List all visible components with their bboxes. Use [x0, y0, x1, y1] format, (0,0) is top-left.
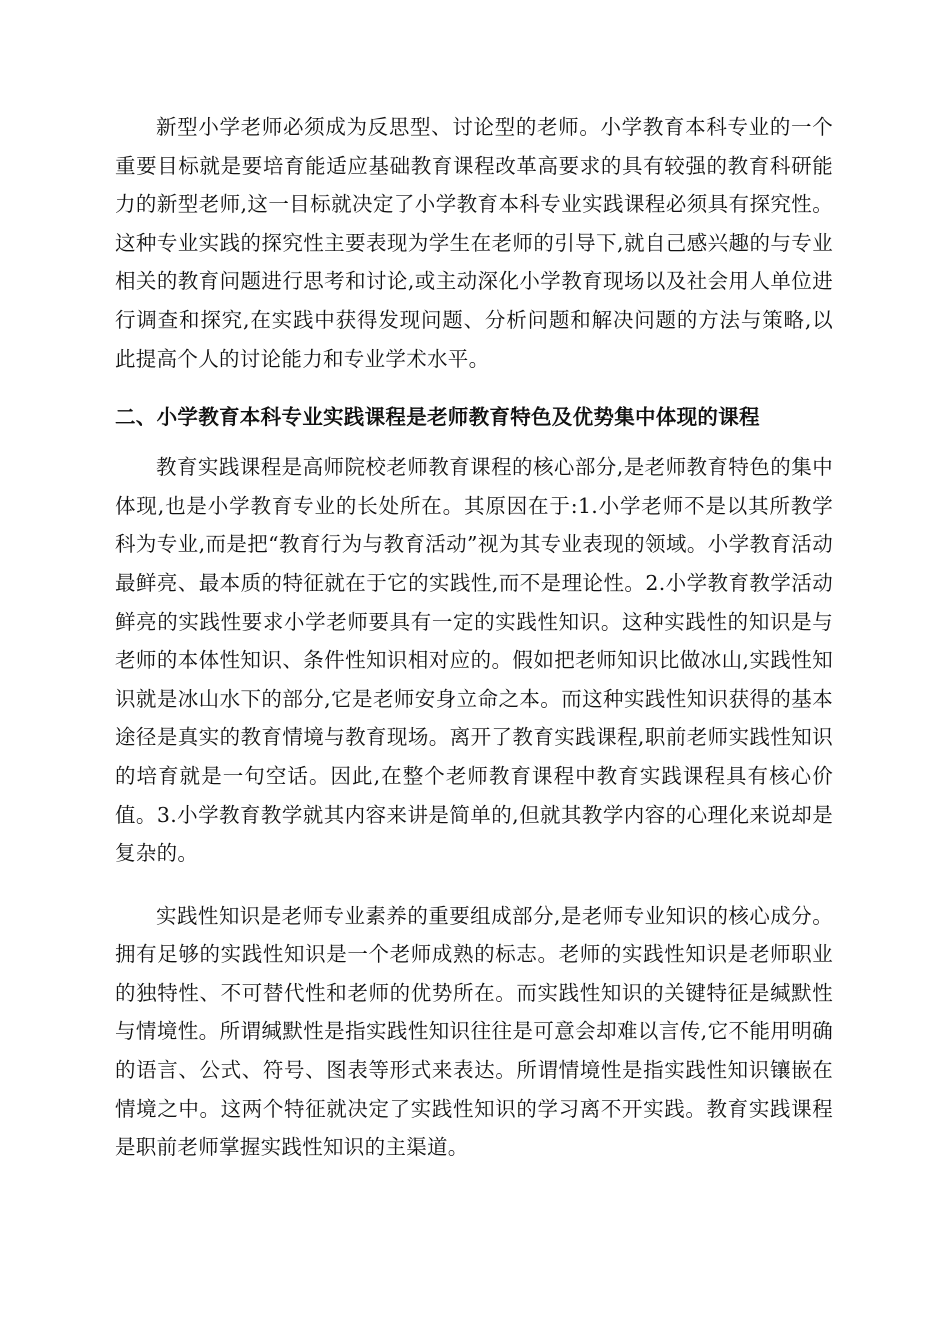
section-heading-2: 二、小学教育本科专业实践课程是老师教育特色及优势集中体现的课程 [115, 405, 760, 430]
paragraph-researcher-teacher: 新型小学老师必须成为反思型、讨论型的老师。小学教育本科专业的一个重要目标就是要培育能适应基础教育课程改革高要求的具有较强的教育科研能力的新型老师,这一目标就决定了小学教育本科专业实践课程必须具有探究性。这种专业实践的探究性主要表现为学生在老师的引导下,就自己感兴趣的与专业相关的教育问题进行思考和讨论,或主动深化小学教育现场以及社会用人单位进行调查和探究,在实践中获得发现问题、分析问题和解决问题的方法与策略,以此提高个人的讨论能力和专业学术水平。 [115, 115, 833, 371]
document-page [115, 108, 833, 1167]
paragraph-practice-course-core: 教育实践课程是高师院校老师教育课程的核心部分,是老师教育特色的集中体现,也是小学教育专业的长处所在。其原因在于:1.小学老师不是以其所教学科为专业,而是把“教育行为与教育活动”视为其专业表现的领域。小学教育活动最鲜亮、最本质的特征就在于它的实践性,而不是理论性。2.小学教育教学活动鲜亮的实践性要求小学老师要具有一定的实践性知识。这种实践性的知识是与老师的本体性知识、条件性知识相对应的。假如把老师知识比做冰山,实践性知识就是冰山水下的部分,它是老师安身立命之本。而这种实践性知识获得的基本途径是真实的教育情境与教育现场。离开了教育实践课程,职前老师实践性知识的培育就是一句空话。因此,在整个老师教育课程中教育实践课程具有核心价值。3.小学教育教学就其内容来讲是简单的,但就其教学内容的心理化来说却是复杂的。 [115, 455, 833, 866]
paragraph-practical-knowledge: 实践性知识是老师专业素养的重要组成部分,是老师专业知识的核心成分。拥有足够的实践性知识是一个老师成熟的标志。老师的实践性知识是老师职业的独特性、不可替代性和老师的优势所在。而实践性知识的关键特征是缄默性与情境性。所谓缄默性是指实践性知识往往是可意会却难以言传,它不能用明确的语言、公式、符号、图表等形式来表达。所谓情境性是指实践性知识镶嵌在情境之中。这两个特征就决定了实践性知识的学习离不开实践。教育实践课程是职前老师掌握实践性知识的主渠道。 [115, 903, 833, 1160]
